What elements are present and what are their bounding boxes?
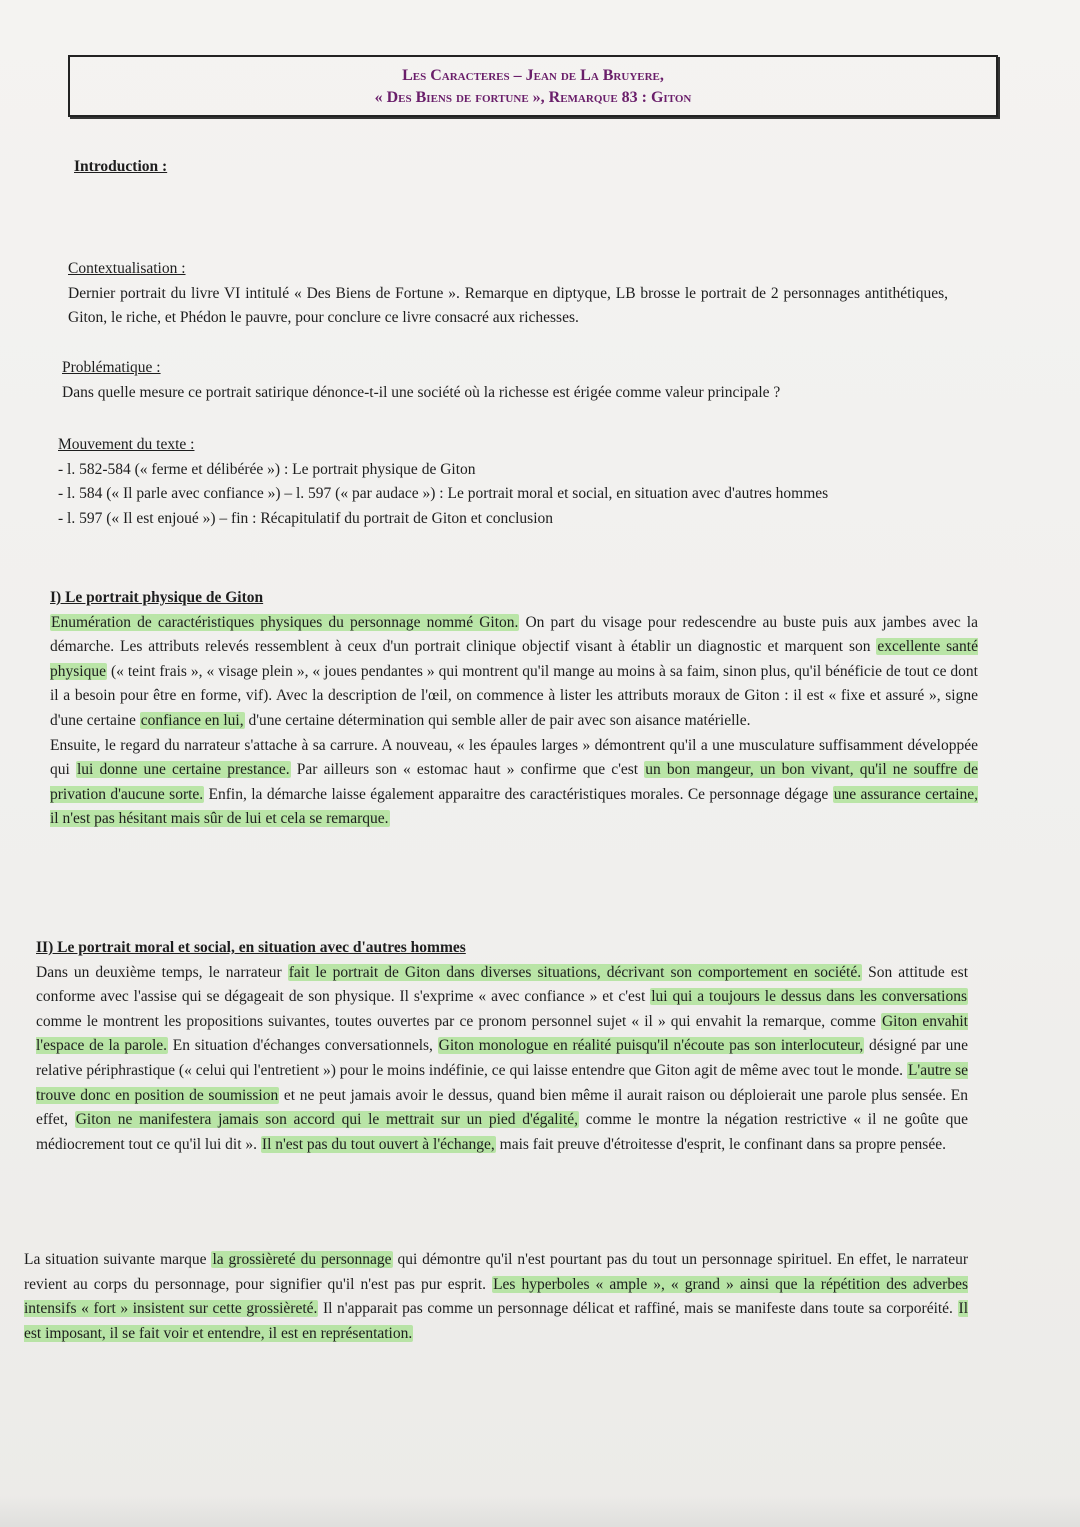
context-text: Dernier portrait du livre VI intitulé « Des Biens de Fortune ». Remarque en diptyque, LB brosse le portrait de 2 personnages antithétiques, Giton, le riche, et Phédon le pauvre, pour conclure ce livre consacré aux richesses. (68, 284, 948, 327)
highlight: fait le portrait de Giton dans diverses situations, décrivant son comportement en société. (288, 963, 862, 981)
part2-paragraph-2-block (24, 1248, 968, 1346)
highlight: un bon mangeur, un bon vivant, qu'il ne souffre de privation d'aucune sorte. (50, 761, 978, 803)
page-bottom-edge (0, 1495, 1080, 1527)
text-run: comme le montre la négation restrictive « il ne goûte que médiocrement tout ce qu'il lui dit ». (36, 1111, 968, 1153)
intro-heading: Introduction : (74, 158, 168, 175)
text-run: comme le montrent les propositions suivantes, toutes ouvertes par ce pronom personnel sujet « il » qui envahit la remarque, comme (36, 1012, 881, 1030)
highlight: Giton envahit l'espace de la parole. (36, 1012, 968, 1055)
highlight: excellente santé physique (50, 638, 978, 680)
text-run: qui démontre qu'il n'est pourtant pas du tout un personnage spirituel. En effet, le narrateur revient au corps du personnage, pour signifier qu'il n'est pas pur esprit. (24, 1251, 968, 1293)
highlight: Les hyperboles « ample », « grand » ainsi que la répétition des adverbes intensifs « fort » insistent sur cette grossièreté. (24, 1275, 968, 1318)
text-run: Dans un deuxième temps, le narrateur (36, 963, 288, 981)
movement-item: - l. 582-584 (« ferme et délibérée ») : Le portrait physique de Giton (58, 460, 476, 478)
part1-heading: I) Le portrait physique de Giton (50, 589, 264, 606)
context-heading: Contextualisation : (68, 260, 186, 277)
text-run: Son attitude est conforme avec l'assise qui se dégageait de son physique. Il s'exprime « avec confiance » et c'est (36, 963, 969, 1006)
highlight: lui donne une certaine prestance. (76, 761, 290, 779)
text-run: On part du visage pour redescendre au buste puis aux jambes avec la démarche. Les attributs relevés ressemblent à ceux d'un portrait clinique objectif visant à établir un diagnostic et marquent son (50, 613, 978, 656)
title-line-2: « Des Biens de fortune », Remarque 83 : Giton (374, 89, 692, 106)
highlight: L'autre se trouve donc en position de soumission (36, 1061, 968, 1104)
part1-section (50, 586, 978, 832)
highlight: Il est imposant, il se fait voir et entendre, il est en représentation. (24, 1300, 968, 1342)
problem-section (62, 356, 962, 405)
text-run: En situation d'échanges conversationnels, (168, 1037, 438, 1055)
movement-item: - l. 597 (« Il est enjoué ») – fin : Récapitulatif du portrait de Giton et conclusion (58, 509, 554, 527)
part2-heading: II) Le portrait moral et social, en situation avec d'autres hommes (36, 939, 466, 956)
text-run: et ne peut jamais avoir le dessus, quand bien même il aurait raison ou déploierait une parole plus sensée. En effet, (36, 1086, 969, 1129)
part2-section (36, 936, 968, 1157)
movement-heading: Mouvement du texte : (58, 436, 195, 453)
text-run: Ensuite, le regard du narrateur s'attache à sa carrure. A nouveau, « les épaules larges » démontrent qu'il a une musculature suffisamment développée qui (50, 736, 978, 779)
highlight: lui qui a toujours le dessus dans les conversations (651, 988, 968, 1006)
problem-heading: Problématique : (62, 359, 161, 376)
highlight: confiance en lui, (140, 711, 244, 729)
text-run: Il n'apparait pas comme un personnage délicat et raffiné, mais se manifeste dans toute sa corporéité. (318, 1300, 958, 1318)
highlight: la grossièreté du personnage (212, 1251, 392, 1268)
text-run: d'une certaine détermination qui semble aller de pair avec son aisance matérielle. (244, 711, 751, 729)
text-run: désigné par une relative périphrastique (« celui qui l'entretient ») pour le moins indéfinie, ce qui laisse entendre que Giton agit de même avec tout le monde. (36, 1037, 968, 1079)
text-run: Par ailleurs son « estomac haut » confirme que c'est (290, 761, 645, 779)
highlight: une assurance certaine, il n'est pas hésitant mais sûr de lui et cela se remarque. (50, 785, 978, 828)
part2-paragraph-1 (36, 961, 968, 1158)
highlight: Giton ne manifestera jamais son accord qui le mettrait sur un pied d'égalité, (75, 1111, 578, 1129)
problem-text: Dans quelle mesure ce portrait satirique dénonce-t-il une société où la richesse est érigée comme valeur principale ? (62, 383, 781, 401)
text-run: La situation suivante marque (24, 1251, 212, 1268)
movement-item: - l. 584 (« Il parle avec confiance ») – l. 597 (« par audace ») : Le portrait moral et social, en situation avec d'autres hommes (58, 485, 829, 503)
text-run: Enfin, la démarche laisse également apparaitre des caractéristiques morales. Ce personnage dégage (204, 785, 833, 803)
part1-paragraph-1 (50, 611, 978, 734)
highlight: Giton monologue en réalité puisqu'il n'écoute pas son interlocuteur, (438, 1037, 864, 1055)
title-box (68, 55, 998, 117)
highlight: Il n'est pas du tout ouvert à l'échange, (261, 1135, 495, 1153)
text-run: mais fait preuve d'étroitesse d'esprit, le confinant dans sa propre pensée. (495, 1135, 946, 1153)
part1-paragraph-2 (50, 734, 978, 832)
movement-section (58, 433, 980, 531)
title-line-1: Les Caracteres – Jean de La Bruyere, (402, 67, 664, 84)
part2-paragraph-2 (24, 1248, 968, 1346)
text-run: (« teint frais », « visage plein », « joues pendantes » qui montrent qu'il mange au moins à sa faim, sinon plus, qu'il bénéficie de tout ce dont il a besoin pour être en forme, vif). Avec la description de l'œil, on commence à lister les attributs moraux de Giton : il est « fixe et assuré », signe d'une certaine (50, 662, 978, 729)
context-section (68, 257, 948, 331)
highlight: Enumération de caractéristiques physiques du personnage nommé Giton. (51, 613, 519, 631)
